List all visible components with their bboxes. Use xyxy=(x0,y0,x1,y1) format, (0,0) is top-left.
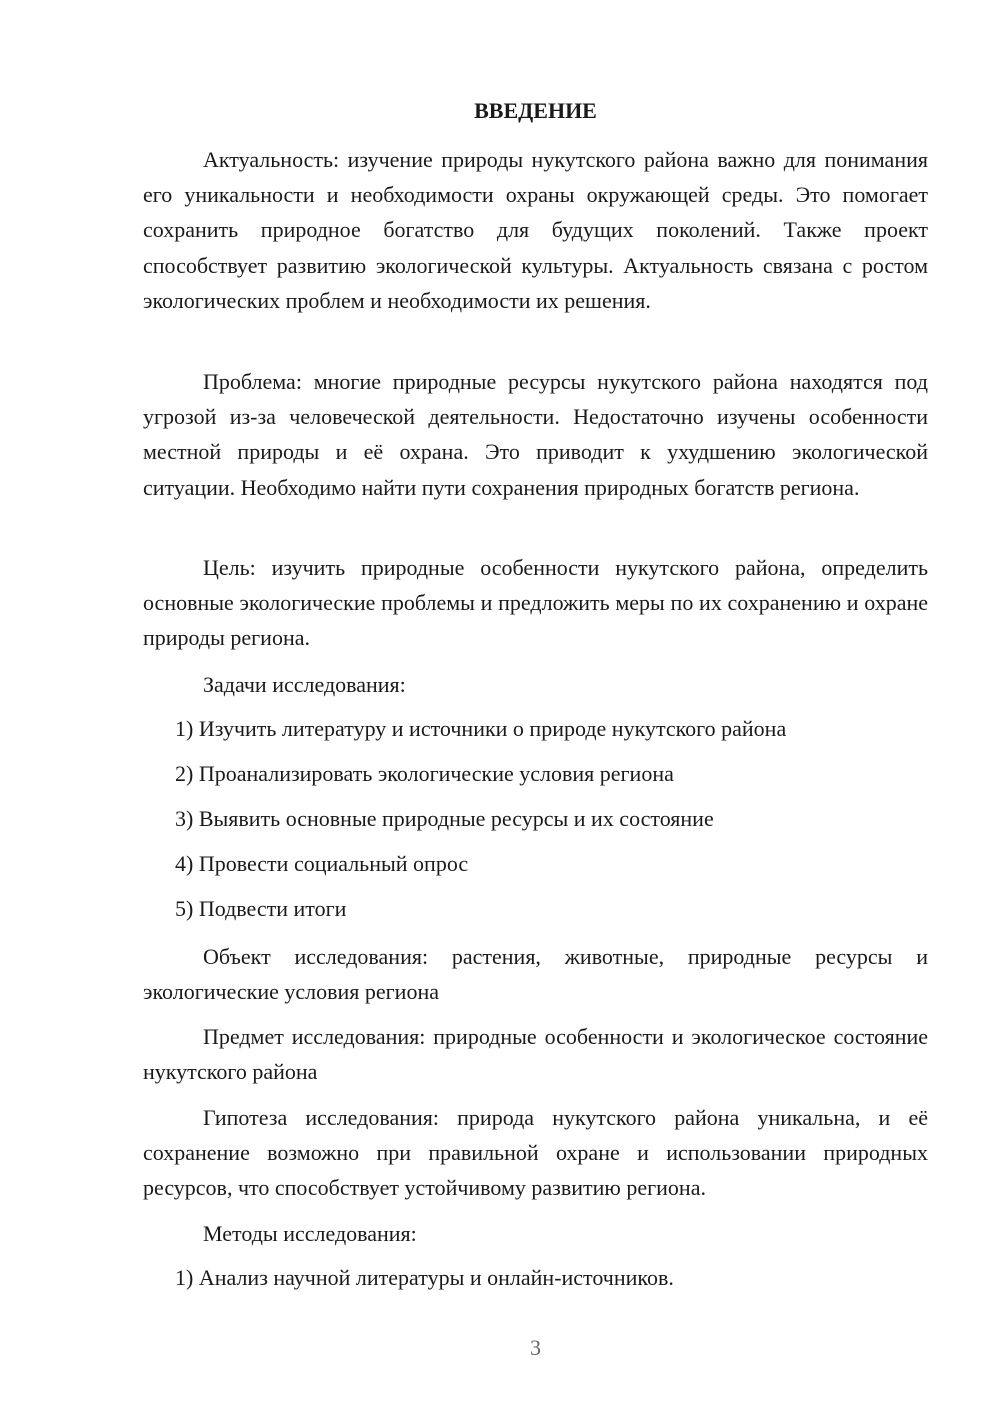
relevance-paragraph: Актуальность: изучение природы нукутского района важно для понимания его уникальности и необходимости охраны окружающей среды. Это помогает сохранить природное богатство для будущих поколений. Также проект способствует развитию экологической культуры. Актуальность связана с ростом экологических проблем и необходимости их решения. xyxy=(143,147,928,313)
task-item: 2) Проанализировать экологические условия региона xyxy=(175,761,674,786)
task-item: 4) Провести социальный опрос xyxy=(175,851,469,876)
hypothesis-paragraph: Гипотеза исследования: природа нукутского района уникальна, и её сохранение возможно при правильной охране и использовании природных ресурсов, что способствует устойчивому развитию региона. xyxy=(143,1105,928,1201)
document-page xyxy=(143,0,928,1414)
task-item: 1) Изучить литературу и источники о природе нукутского района xyxy=(175,716,787,741)
page-number: 3 xyxy=(530,1335,541,1360)
methods-heading: Методы исследования: xyxy=(203,1221,417,1246)
goal-paragraph: Цель: изучить природные особенности нукутского района, определить основные экологические проблемы и предложить меры по их сохранению и охране природы региона. xyxy=(143,555,928,651)
problem-paragraph: Проблема: многие природные ресурсы нукутского района находятся под угрозой из-за человеческой деятельности. Недостаточно изучены особенности местной природы и её охрана. Это приводит к ухудшению экологической ситуации. Необходимо найти пути сохранения природных богатств региона. xyxy=(143,369,928,500)
tasks-heading: Задачи исследования: xyxy=(203,672,406,697)
subject-paragraph: Предмет исследования: природные особенности и экологическое состояние нукутского района xyxy=(143,1024,928,1085)
page-title: ВВЕДЕНИЕ xyxy=(474,98,597,123)
object-paragraph: Объект исследования: растения, животные, природные ресурсы и экологические условия региона xyxy=(143,944,928,1005)
method-item: 1) Анализ научной литературы и онлайн-источников. xyxy=(175,1265,674,1290)
task-item: 3) Выявить основные природные ресурсы и их состояние xyxy=(175,806,714,831)
task-item: 5) Подвести итоги xyxy=(175,896,347,921)
